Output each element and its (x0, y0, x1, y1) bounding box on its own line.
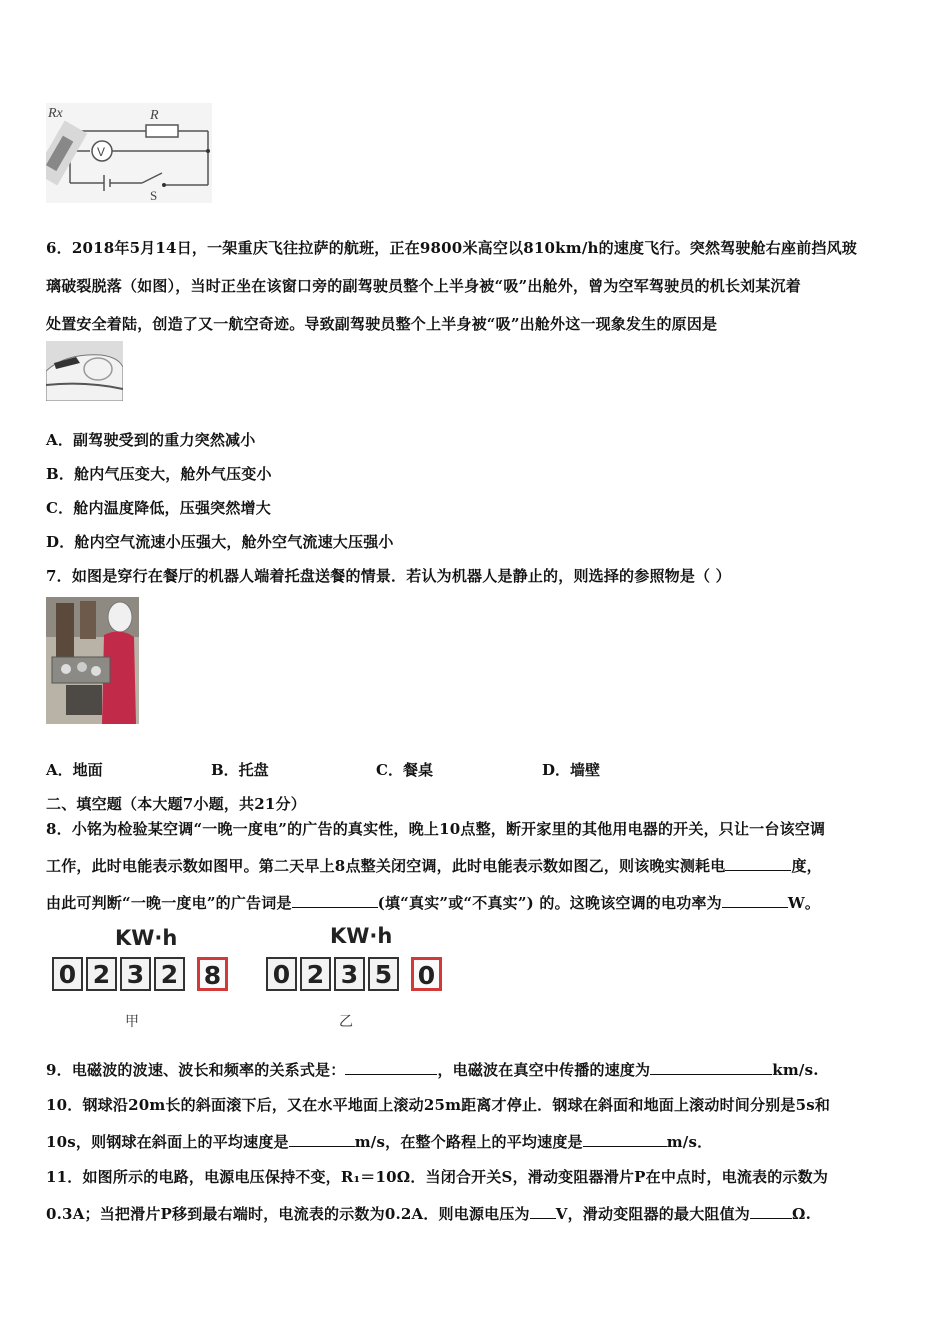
section-title: 二、填空题（本大题7小题，共21分） (46, 795, 306, 813)
q9-stem (46, 1059, 819, 1080)
q10-answer-blank-2[interactable] (583, 1132, 667, 1147)
meter-yi-decimal-digit: 0 (411, 957, 442, 991)
q8-answer-blank-1[interactable] (725, 856, 791, 871)
q6-stem-line3: 处置安全着陆，创造了又一航空奇迹。导致副驾驶员整个上半身被“吸”出舱外这一现象发生的原因是 (46, 315, 718, 333)
meter-jia-digit-2: 2 (86, 957, 117, 991)
meter-jia-unit: KW·h (115, 926, 178, 950)
meter-yi-display (266, 957, 442, 991)
q8-line3-text: 由此可判断“一晚一度电”的广告词是 (46, 894, 292, 912)
q7-option-a: A．地面 (46, 761, 103, 779)
robot-waiter-photo (46, 597, 139, 724)
circuit-diagram (46, 103, 212, 203)
q8-line2-end: 度， (791, 857, 822, 875)
meter-jia-decimal-digit: 8 (197, 957, 228, 991)
q6-stem-line1: 6．2018年5月14日，一架重庆飞往拉萨的航班，正在9800米高空以810km/h的速度飞行。突然驾驶舱右座前挡风玻 (46, 239, 858, 257)
meter-jia-display (52, 957, 228, 991)
q9-text-c: km/s. (772, 1061, 819, 1079)
q6-option-c: C．舱内温度降低，压强突然增大 (46, 499, 271, 517)
q8-stem-line1: 8．小铭为检验某空调“一晚一度电”的广告的真实性，晚上10点整，断开家里的其他用电器的开关，只让一台该空调 (46, 820, 826, 838)
airplane-photo (46, 341, 123, 401)
meter-jia-label: 甲 (125, 1014, 139, 1030)
q8-answer-blank-3[interactable] (722, 893, 788, 908)
q11-stem-line2 (46, 1203, 811, 1224)
q6-stem-line2: 璃破裂脱落（如图），当时正坐在该窗口旁的副驾驶员整个上半身被“吸”出舱外，曾为空军驾驶员的机长刘某沉着 (46, 277, 801, 295)
meter-jia-digit-3: 3 (120, 957, 151, 991)
q8-stem-line3 (46, 892, 820, 913)
q10-answer-blank-1[interactable] (289, 1132, 355, 1147)
q11-stem-line1: 11．如图所示的电路，电源电压保持不变，R₁＝10Ω．当闭合开关S，滑动变阻器滑片P在中点时，电流表的示数为 (46, 1168, 829, 1186)
q11-text-b: V，滑动变阻器的最大阻值为 (555, 1205, 751, 1223)
meter-yi-digit-3: 3 (334, 957, 365, 991)
q9-text-a: 9．电磁波的波速、波长和频率的关系式是： (46, 1061, 346, 1079)
meter-yi-digit-1: 0 (266, 957, 297, 991)
q10-stem-line1: 10．钢球沿20m长的斜面滚下后，又在水平地面上滚动25m距离才停止．钢球在斜面和地面上滚动时间分别是5s和 (46, 1096, 831, 1114)
q7-stem: 7．如图是穿行在餐厅的机器人端着托盘送餐的情景．若认为机器人是静止的，则选择的参照物是（ ） (46, 567, 731, 585)
meter-yi-label: 乙 (339, 1014, 353, 1030)
q10-stem-line2 (46, 1131, 712, 1152)
voltmeter-label: V (97, 145, 106, 159)
q10-text-a: 10s，则钢球在斜面上的平均速度是 (46, 1133, 289, 1151)
q9-text-b: ，电磁波在真空中传播的速度为 (437, 1061, 651, 1079)
q8-line2-text: 工作，此时电能表示数如图甲。第二天早上8点整关闭空调，此时电能表示数如图乙，则该晚实测耗电 (46, 857, 726, 875)
q6-option-d: D．舱内空气流速小压强大，舱外空气流速大压强小 (46, 533, 394, 551)
meter-yi-unit: KW·h (330, 924, 393, 948)
rx-label: Rx (48, 106, 63, 121)
circuit-figure (46, 103, 212, 203)
meter-yi-digit-4: 5 (368, 957, 399, 991)
switch-label: S (150, 188, 158, 203)
q11-answer-blank-2[interactable] (750, 1204, 792, 1219)
meter-jia-digit-4: 2 (154, 957, 185, 991)
q8-line3-end: W。 (787, 894, 821, 912)
q10-text-b: m/s，在整个路程上的平均速度是 (354, 1133, 583, 1151)
q9-answer-blank-1[interactable] (345, 1060, 437, 1075)
q10-text-c: m/s． (666, 1133, 713, 1151)
r0-label: R (150, 108, 159, 123)
q11-text-c: Ω. (792, 1205, 811, 1223)
meter-jia-digit-1: 0 (52, 957, 83, 991)
q7-option-b: B．托盘 (211, 761, 269, 779)
q8-line3-mid: (填“真实”或“不真实”) 的。这晚该空调的电功率为 (377, 894, 722, 912)
q11-answer-blank-1[interactable] (530, 1204, 556, 1219)
q11-text-a: 0.3A；当把滑片P移到最右端时，电流表的示数为0.2A．则电源电压为 (46, 1205, 530, 1223)
q9-answer-blank-2[interactable] (650, 1060, 772, 1075)
q6-option-b: B．舱内气压变大，舱外气压变小 (46, 465, 272, 483)
q7-option-d: D．墙壁 (542, 761, 601, 779)
q6-option-a: A．副驾驶受到的重力突然减小 (46, 431, 256, 449)
q7-option-c: C．餐桌 (376, 761, 433, 779)
meter-yi-digit-2: 2 (300, 957, 331, 991)
q8-stem-line2 (46, 855, 822, 876)
q8-answer-blank-2[interactable] (292, 893, 378, 908)
